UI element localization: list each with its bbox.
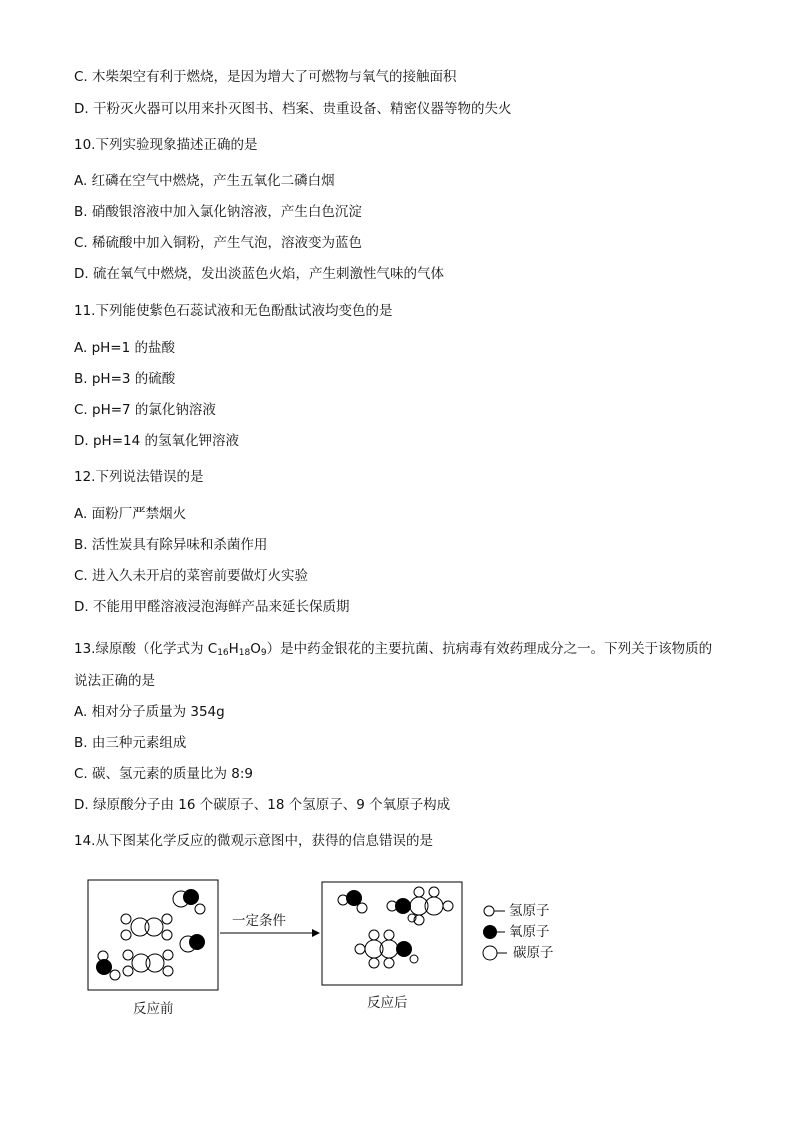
lines2-2: C. 碳、氢元素的质量比为 8:9	[74, 766, 254, 782]
oxygen-molecule	[173, 889, 199, 907]
lines-1: D. 干粉灭火器可以用来扑灭图书、档案、贵重设备、精密仪器等物的失火	[74, 101, 512, 117]
ethylene-molecule-2	[123, 950, 173, 976]
lines-11: D. pH=14 的氢氧化钾溶液	[74, 433, 239, 449]
lines-10: C. pH=7 的氯化钠溶液	[74, 402, 216, 418]
legend-hydrogen-label: 氢原子	[509, 903, 550, 919]
reaction-diagram	[0, 860, 794, 1040]
lines2-4: 14.从下图某化学反应的微观示意图中，获得的信息错误的是	[74, 833, 433, 849]
lines-2: 10.下列实验现象描述正确的是	[74, 137, 258, 153]
lines-6: D. 硫在氧气中燃烧，发出淡蓝色火焰，产生刺激性气味的气体	[74, 266, 444, 282]
lines2-3: D. 绿原酸分子由 16 个碳原子、18 个氢原子、9 个氧原子构成	[74, 797, 451, 813]
lines-16: D. 不能用甲醛溶液浸泡海鲜产品来延长保质期	[74, 599, 350, 615]
before-label: 反应前	[133, 1001, 174, 1017]
lines-0: C. 木柴架空有利于燃烧，是因为增大了可燃物与氧气的接触面积	[74, 69, 457, 85]
lines-5: C. 稀硫酸中加入铜粉，产生气泡，溶液变为蓝色	[74, 235, 363, 251]
hydrogen-atom	[195, 904, 205, 914]
lines-7: 11.下列能使紫色石蕊试液和无色酚酞试液均变色的是	[74, 303, 393, 319]
oxygen-molecule-after	[338, 890, 367, 913]
legend-carbon-label: 碳原子	[513, 945, 554, 961]
lines-8: A. pH=1 的盐酸	[74, 340, 175, 356]
after-label: 反应后	[367, 995, 408, 1011]
arrow-label: 一定条件	[232, 913, 286, 929]
product-molecule-2	[355, 930, 418, 968]
lines-9: B. pH=3 的硫酸	[74, 371, 176, 387]
lines-3: A. 红磷在空气中燃烧，产生五氧化二磷白烟	[74, 173, 335, 189]
after-box	[322, 882, 462, 985]
legend-hydrogen-icon	[484, 906, 494, 916]
lines-14: B. 活性炭具有除异味和杀菌作用	[74, 537, 268, 553]
lines-4: B. 硝酸银溶液中加入氯化钠溶液，产生白色沉淀	[74, 204, 362, 220]
lines-12: 12.下列说法错误的是	[74, 469, 204, 485]
water-molecule	[96, 951, 120, 980]
reaction-diagram-svg	[0, 860, 794, 1040]
legend	[483, 906, 507, 960]
question-13-stem-line2: 说法正确的是	[74, 673, 155, 689]
lines2-1: B. 由三种元素组成	[74, 735, 187, 751]
question-13-stem: 13.绿原酸（化学式为 $C_{16}H_{18}O_9$）是中药金银花的主要抗菌、抗病毒有效药理成分之一。下列关于该物质的	[74, 641, 713, 658]
product-molecule	[387, 887, 453, 925]
lines2-0: A. 相对分子质量为 354g	[74, 704, 225, 720]
legend-oxygen-icon	[483, 925, 497, 939]
ethylene-molecule	[121, 914, 172, 940]
legend-oxygen-label: 氧原子	[509, 924, 550, 940]
oxygen-molecule-2	[180, 934, 205, 952]
lines-15: C. 进入久未开启的菜窖前要做灯火实验	[74, 568, 309, 584]
legend-carbon-icon	[483, 946, 497, 960]
arrow-head	[312, 929, 320, 937]
lines-13: A. 面粉厂严禁烟火	[74, 506, 187, 522]
